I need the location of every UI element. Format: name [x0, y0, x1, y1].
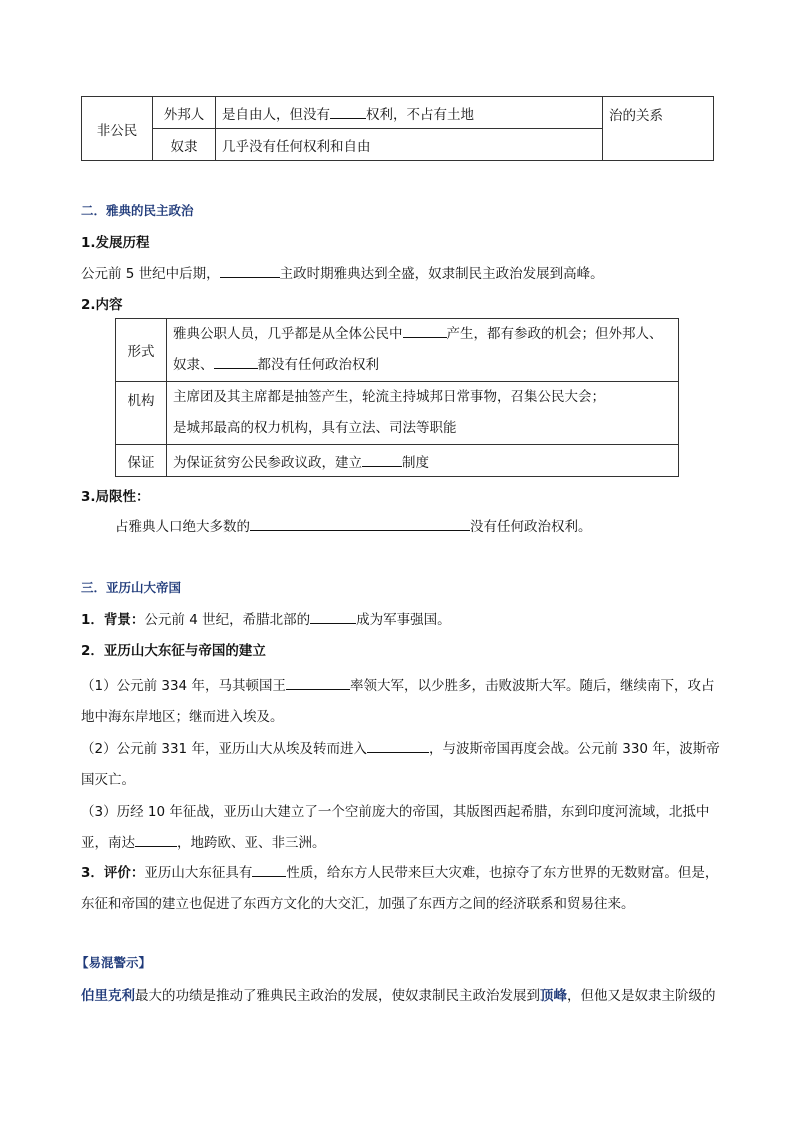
fill-blank[interactable]: [252, 862, 286, 877]
text: 公元前 4 世纪，希腊北部的: [144, 612, 311, 628]
row-content: [167, 382, 679, 445]
text: 制度: [402, 454, 429, 471]
text: 雅典公职人员，几乎都是从全体公民中: [173, 326, 403, 342]
row-label: 机构: [116, 382, 167, 445]
text: 性质，给东方人民带来巨大灾难，也掠夺了东方世界的无数财富。但是，: [286, 865, 719, 881]
text: （1）公元前 334 年，马其顿国王: [81, 678, 286, 694]
text: 主政时期雅典达到全盛，奴隶制民主政治发展到高峰。: [279, 266, 604, 282]
group-cell: 非公民: [82, 97, 153, 161]
paragraph: [81, 797, 721, 859]
row-content: [167, 445, 679, 477]
row-label: 保证: [116, 445, 167, 477]
text: 奴隶、: [173, 357, 214, 373]
subheading: 3.局限性：: [81, 489, 150, 505]
subheading: 2.内容: [81, 297, 123, 313]
text: 国灭亡。: [81, 772, 135, 788]
text: 成为军事强国。: [356, 612, 451, 628]
text: 地中海东岸地区；继而进入埃及。: [81, 709, 284, 725]
warning-text: [81, 984, 716, 1004]
fill-blank[interactable]: [362, 452, 402, 467]
paragraph: [81, 858, 721, 920]
text: 亚历山大东征具有: [144, 865, 253, 881]
fill-blank[interactable]: [286, 675, 350, 690]
desc-text: 是自由人，但没有: [222, 106, 330, 123]
text: 公元前 5 世纪中后期，: [81, 266, 220, 282]
paragraph: [81, 262, 604, 282]
paragraph: [81, 671, 721, 733]
row-content: [167, 319, 679, 382]
highlight: 伯里克利: [81, 988, 135, 1004]
subheading: 1.发展历程: [81, 235, 150, 251]
text: 主席团及其主席都是抽签产生，轮流主持城邦日常事物，召集公民大会；: [173, 389, 605, 405]
paragraph: [115, 515, 592, 535]
text: （3）历经 10 年征战，亚历山大建立了一个空前庞大的帝国，其版图西起希腊，东到印度河流域，北抵中: [81, 804, 710, 820]
label: 1．背景：: [81, 612, 145, 628]
paragraph: [81, 608, 451, 628]
text: 率领大军，以少胜多，击败波斯大军。随后，继续南下，攻占: [349, 678, 715, 694]
text: 产生，都有参政的机会；但外邦人、: [446, 326, 663, 342]
text: 没有任何政治权利。: [470, 519, 592, 535]
subheading: 2．亚历山大东征与帝国的建立: [81, 643, 266, 659]
fill-blank[interactable]: [214, 354, 258, 369]
text: ，地跨欧、亚、非三洲。: [177, 835, 326, 851]
text: 亚，南达: [81, 835, 135, 851]
warning-heading: 【易混警示】: [76, 955, 152, 970]
text: 占雅典人口绝大多数的: [115, 519, 250, 535]
side-note-cell: 治的关系: [603, 97, 714, 161]
fill-blank[interactable]: [367, 738, 429, 753]
fill-blank[interactable]: [135, 832, 177, 847]
text: 为保证贫穷公民参政议政，建立: [173, 454, 362, 471]
label: 3．评价：: [81, 865, 145, 881]
text: ，但他又是奴隶主阶级的: [567, 988, 716, 1004]
top-table: [81, 96, 714, 161]
desc-cell: [216, 97, 603, 129]
paragraph: [81, 734, 721, 796]
section-heading: 二．雅典的民主政治: [81, 203, 194, 218]
row-label: 形式: [116, 319, 167, 382]
fill-blank[interactable]: [310, 609, 356, 624]
section-heading: 三．亚历山大帝国: [81, 580, 182, 595]
fill-blank[interactable]: [403, 323, 447, 338]
type-cell: 外邦人: [153, 97, 216, 129]
fill-blank[interactable]: [250, 516, 470, 531]
text: （2）公元前 331 年，亚历山大从埃及转而进入: [81, 741, 367, 757]
type-cell: 奴隶: [153, 129, 216, 161]
text: 是城邦最高的权力机构，具有立法、司法等职能: [173, 420, 457, 436]
fill-blank[interactable]: [220, 263, 280, 278]
text: 最大的功绩是推动了雅典民主政治的发展，使奴隶制民主政治发展到: [135, 988, 540, 1004]
highlight: 顶峰: [540, 988, 567, 1004]
text: ，与波斯帝国再度会战。公元前 330 年，波斯帝: [428, 741, 720, 757]
text: 都没有任何政治权利: [257, 357, 379, 373]
content-table: [115, 318, 679, 477]
fill-blank[interactable]: [330, 104, 366, 119]
desc-cell: 几乎没有任何权利和自由: [216, 129, 603, 161]
text: 东征和帝国的建立也促进了东西方文化的大交汇，加强了东西方之间的经济联系和贸易往来。: [81, 896, 635, 912]
desc-text: 权利，不占有土地: [366, 106, 474, 123]
